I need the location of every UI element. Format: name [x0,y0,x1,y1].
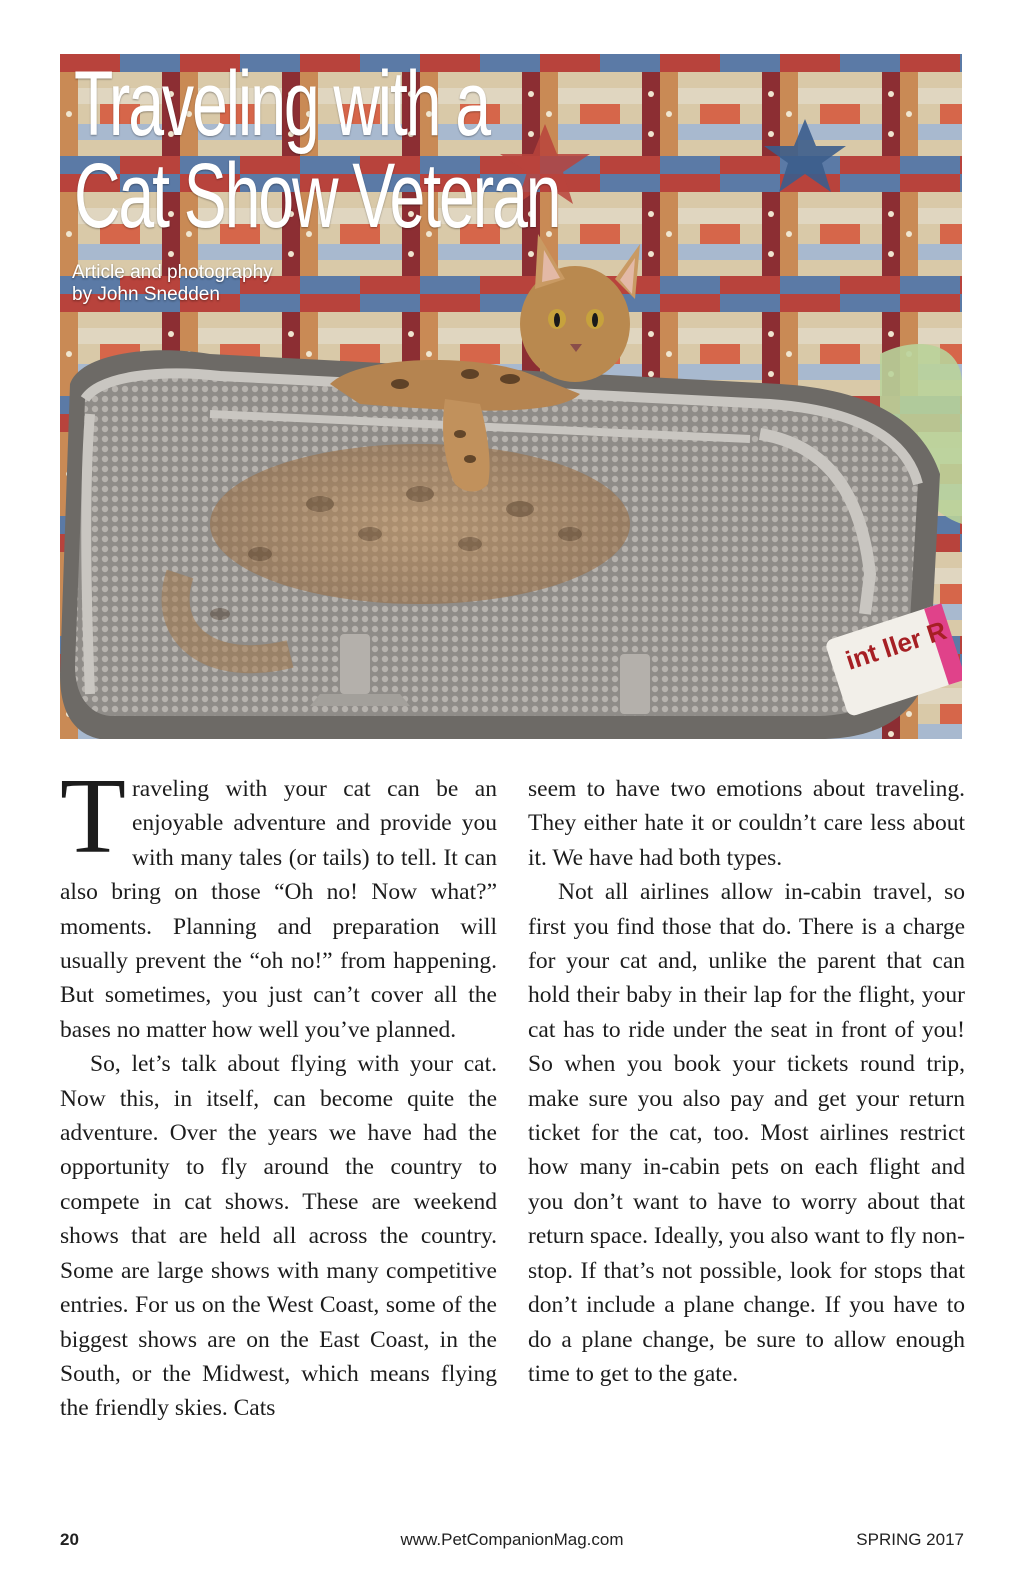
issue-label: SPRING 2017 [856,1530,964,1549]
byline-line-2: by John Snedden [72,284,220,305]
paragraph-3: Not all airlines allow in-cabin travel, so first you find those that do. There is a charge for your cat and, unlike the parent that can hold their baby in their lap for the flight, your cat has to ride under the seat in front of you! So when you book your tickets round trip, make sure you also pay and get your return ticket for the cat, too. Most airlines restrict how many in-cabin pets on each flight and you don’t want to have to worry about that return space. Ideally, you also want to fly non-stop. If that’s not possible, look for stops that don’t include a plane change. If you have to do a plane change, be sure to allow enough time to get to the gate. [528,879,966,1387]
title-line-2: Cat Show Veteran [74,145,560,247]
article-byline [72,262,273,306]
byline-line-1: Article and photography [72,262,273,283]
title-line-1: Traveling with a [74,54,490,155]
drop-cap: T [60,757,126,876]
article-column-left [60,757,497,1426]
svg-text:int ller R: int ller R [841,614,951,676]
paragraph-2: So, let’s talk about flying with your cat. Now this, in itself, can become quite the adventure. Over the years we have had the opportunity to fly around the country to compete in cat shows. These are weekend shows that are held all across the country. Some are large shows with many competitive entries. For us on the West Coast, some of the biggest shows are on the East Coast, in the South, or the Midwest, which means flying the friendly skies. Cats [60,1051,497,1422]
page-number: 20 [60,1530,79,1549]
article-column-right [528,772,965,1391]
paragraph-2-continued: seem to have two emotions about traveling. They either hate it or couldn’t care less about it. We have had both types. [528,776,965,871]
hero-photo [60,54,962,739]
website-link[interactable]: www.PetCompanionMag.com [400,1530,624,1549]
paragraph-1 [60,757,497,1047]
page-footer [60,1530,964,1554]
article-title [74,54,560,247]
paragraph-1-text: raveling with your cat can be an enjoyable adventure and provide you with many tales (or tails) to tell. It can also bring on those “Oh no! Now what?” moments. Planning and preparation will usually prevent the “oh no!” from happening. But sometimes, you just can’t cover all the bases no matter how well you’ve planned. [60,776,497,1043]
